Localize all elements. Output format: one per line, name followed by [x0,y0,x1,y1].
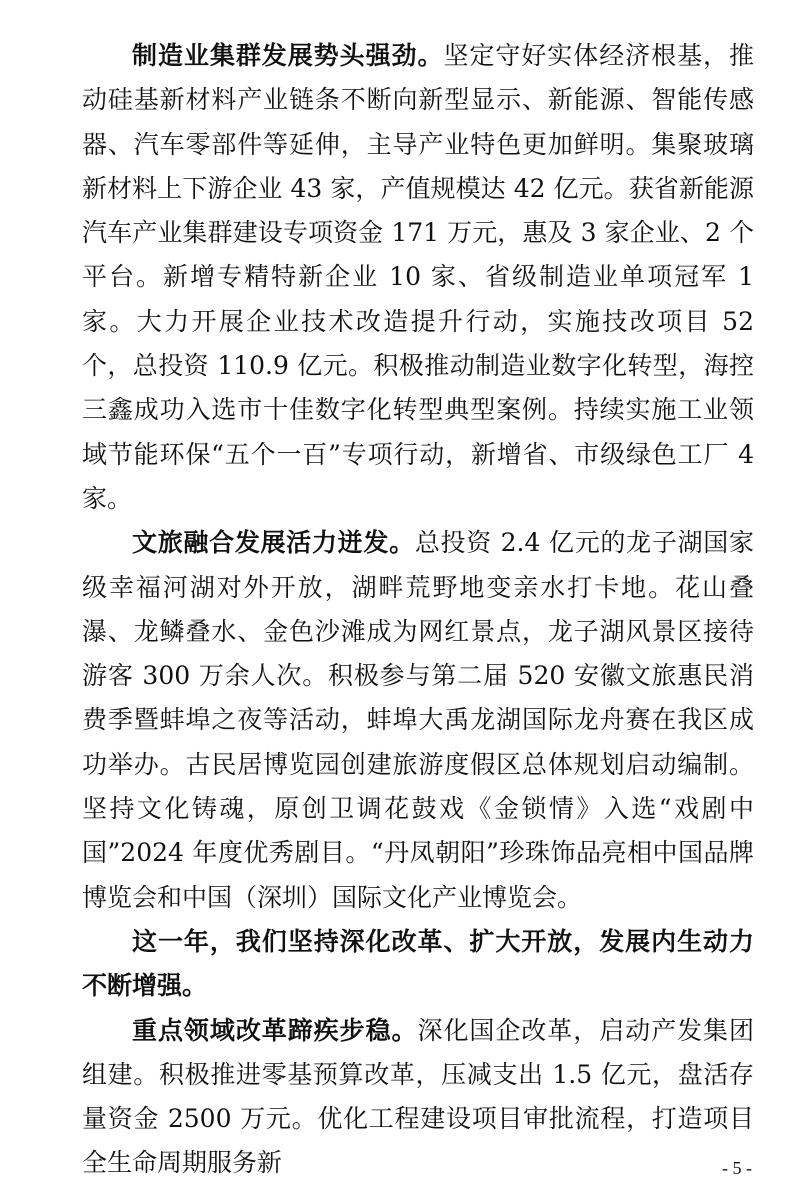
paragraph-text: 总投资 2.4 亿元的龙子湖国家级幸福河湖对外开放，湖畔荒野地变亲水打卡地。花山叠瀑、龙鳞叠水、金色沙滩成为网红景点，龙子湖风景区接待游客 300 万余人次。积极参与第二届 520 安徽文旅惠民消费季暨蚌埠之夜等活动，蚌埠大禹龙湖国际龙舟赛在我区成功举办。古民居博览园创建旅游度假区总体规划启动编制。坚持文化铸魂，原创卫调花鼓戏《金锁情》入选“戏剧中国”2024 年度优秀剧目。“丹凤朝阳”珍珠饰品亮相中国品牌博览会和中国（深圳）国际文化产业博览会。 [82,528,754,912]
paragraph-lead: 制造业集群发展势头强劲。 [132,41,444,70]
paragraph-lead: 文旅融合发展活力迸发。 [132,528,415,558]
paragraph-text: 深化国企改革，启动产发集团组建。积极推进零基预算改革，压减支出 1.5 亿元，盘活存量资金 2500 万元。优化工程建设项目审批流程，打造项目全生命周期服务新 [82,1015,754,1178]
page-number: - 5 - [722,1158,752,1178]
paragraph-lead: 重点领域改革蹄疾步稳。 [132,1015,418,1045]
paragraph-text: 坚定守好实体经济根基，推动硅基新材料产业链条不断向新型显示、新能源、智能传感器、汽车零部件等延伸，主导产业特色更加鲜明。集聚玻璃新材料上下游企业 43 家，产值规模达 42 亿元。获省新能源汽车产业集群建设专项资金 171 万元，惠及 3 家企业、2 个平台。新增专精特新企业 10 家、省级制造业单项冠军 1 家。大力开展企业技术改造提升行动，实施技改项目 52 个，总投资 110.9 亿元。积极推动制造业数字化转型，海控三鑫成功入选市十佳数字化转型典型案例。持续实施工业领域节能环保“五个一百”专项行动，新增省、市级绿色工厂 4 家。 [82,41,754,513]
paragraph-manufacturing [82,34,754,521]
document-body [82,34,754,1186]
paragraph-culture-tourism [82,521,754,920]
paragraph-reform [82,1009,754,1186]
section-heading: 这一年，我们坚持深化改革、扩大开放，发展内生动力不断增强。 [82,926,754,1001]
